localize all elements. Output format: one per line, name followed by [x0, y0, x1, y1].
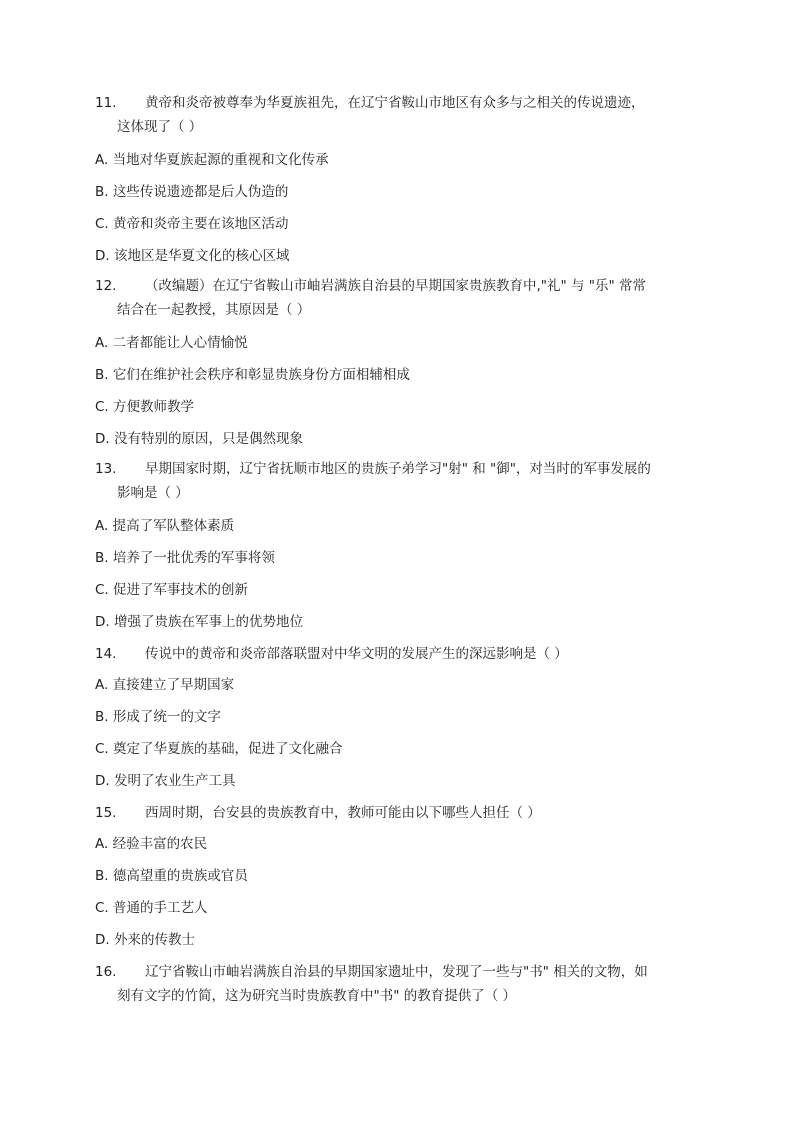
question-14-stem: [95, 642, 705, 666]
question-12-stem: [95, 274, 705, 322]
question-text-line1: 早期国家时期，辽宁省抚顺市地区的贵族子弟学习"射" 和 "御"，对当时的军事发展的: [145, 461, 651, 477]
option-c[interactable]: C. 促进了军事技术的创新: [95, 582, 249, 598]
question-11-stem: [95, 91, 705, 139]
option-a[interactable]: A. 二者都能让人心情愉悦: [95, 335, 248, 351]
question-text-line2: 刻有文字的竹简，这为研究当时贵族教育中"书" 的教育提供了（ ）: [117, 988, 517, 1004]
question-text-line2: 这体现了（ ）: [117, 119, 203, 135]
question-number: 15.: [95, 805, 117, 821]
option-a[interactable]: A. 提高了军队整体素质: [95, 518, 235, 534]
option-a[interactable]: A. 直接建立了早期国家: [95, 677, 235, 693]
question-text-line1: 传说中的黄帝和炎帝部落联盟对中华文明的发展产生的深远影响是（ ）: [145, 646, 568, 662]
option-b[interactable]: B. 它们在维护社会秩序和彰显贵族身份方面相辅相成: [95, 367, 410, 383]
option-d[interactable]: D. 没有特别的原因，只是偶然现象: [95, 431, 303, 447]
option-d[interactable]: D. 外来的传教士: [95, 932, 195, 948]
question-text-line1: 黄帝和炎帝被尊奉为华夏族祖先，在辽宁省鞍山市地区有众多与之相关的传说遗迹，: [145, 95, 645, 111]
question-number: 12.: [95, 278, 117, 294]
option-c[interactable]: C. 方便教师教学: [95, 399, 195, 415]
option-a[interactable]: A. 当地对华夏族起源的重视和文化传承: [95, 152, 329, 168]
option-c[interactable]: C. 黄帝和炎帝主要在该地区活动: [95, 216, 289, 232]
option-b[interactable]: B. 培养了一批优秀的军事将领: [95, 550, 275, 566]
question-text-line2: 结合在一起教授，其原因是（ ）: [117, 302, 311, 318]
question-16-stem: [95, 960, 705, 1008]
option-a[interactable]: A. 经验丰富的农民: [95, 836, 208, 852]
question-number: 14.: [95, 646, 117, 662]
option-b[interactable]: B. 这些传说遗迹都是后人伪造的: [95, 184, 289, 200]
question-text-line1: 辽宁省鞍山市岫岩满族自治县的早期国家遗址中，发现了一些与"书" 相关的文物，如: [145, 964, 648, 980]
question-text-line1: 西周时期，台安县的贵族教育中，教师可能由以下哪些人担任（ ）: [145, 805, 541, 821]
option-b[interactable]: B. 德高望重的贵族或官员: [95, 868, 248, 884]
question-text-line1: （改编题）在辽宁省鞍山市岫岩满族自治县的早期国家贵族教育中,"礼" 与 "乐" 常常: [145, 278, 647, 294]
question-number: 16.: [95, 964, 117, 980]
question-number: 11.: [95, 95, 117, 111]
option-b[interactable]: B. 形成了统一的文字: [95, 709, 221, 725]
option-d[interactable]: D. 发明了农业生产工具: [95, 773, 236, 789]
question-15-stem: [95, 801, 705, 825]
option-d[interactable]: D. 增强了贵族在军事上的优势地位: [95, 614, 303, 630]
option-d[interactable]: D. 该地区是华夏文化的核心区域: [95, 248, 290, 264]
option-c[interactable]: C. 奠定了华夏族的基础，促进了文化融合: [95, 741, 343, 757]
option-c[interactable]: C. 普通的手工艺人: [95, 900, 208, 916]
question-text-line2: 影响是（ ）: [117, 485, 189, 501]
question-number: 13.: [95, 461, 117, 477]
question-13-stem: [95, 457, 705, 505]
